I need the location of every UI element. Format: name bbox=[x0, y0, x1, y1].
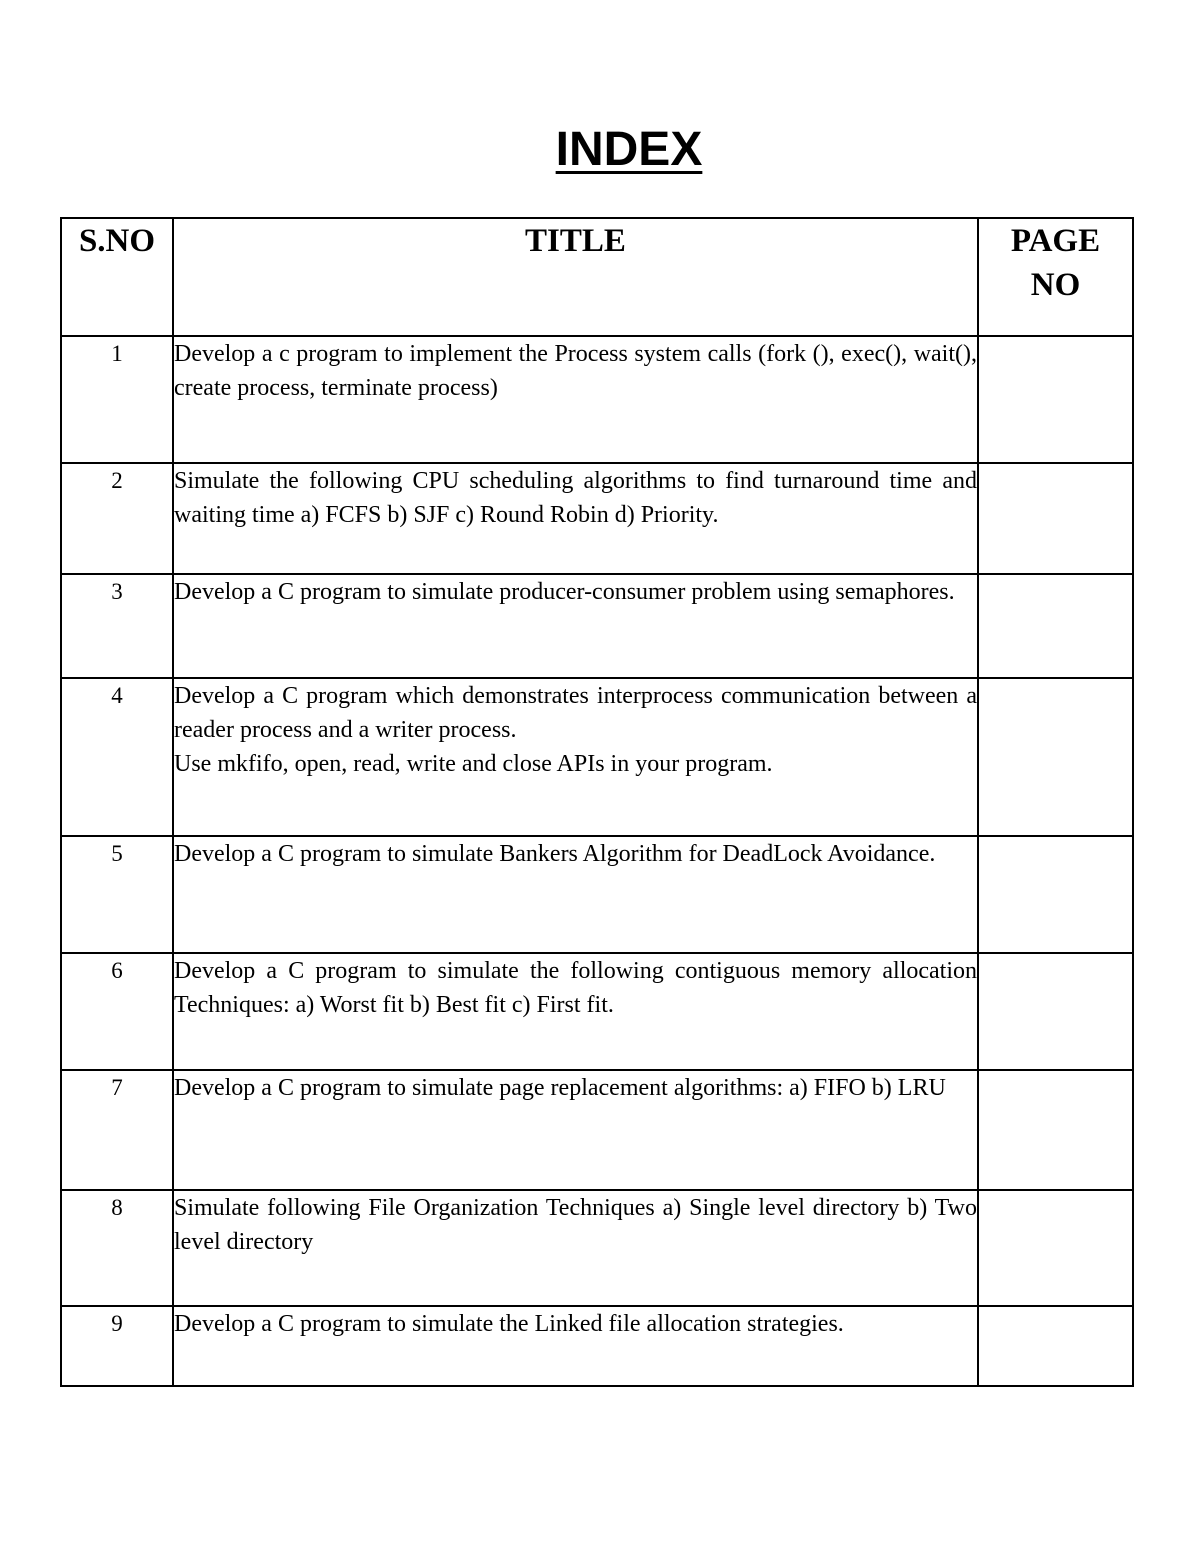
row-page-no bbox=[978, 1306, 1133, 1386]
row-title: Develop a C program to simulate the following contiguous memory allocation Techniques: a) Worst fit b) Best fit c) First fit. bbox=[173, 953, 978, 1070]
row-sno: 9 bbox=[61, 1306, 173, 1386]
table-row bbox=[61, 953, 1133, 1070]
row-sno: 7 bbox=[61, 1070, 173, 1190]
title-column-header: TITLE bbox=[173, 218, 978, 336]
row-title: Simulate following File Organization Techniques a) Single level directory b) Two level directory bbox=[173, 1190, 978, 1306]
row-sno: 8 bbox=[61, 1190, 173, 1306]
row-title-group bbox=[173, 678, 978, 836]
row-page-no bbox=[978, 1070, 1133, 1190]
row-sno: 2 bbox=[61, 463, 173, 574]
row-page-no bbox=[978, 678, 1133, 836]
table-header-row bbox=[61, 218, 1133, 336]
row-page-no bbox=[978, 953, 1133, 1070]
table-row bbox=[61, 463, 1133, 574]
row-page-no bbox=[978, 574, 1133, 678]
table-row bbox=[61, 836, 1133, 953]
row-page-no bbox=[978, 1190, 1133, 1306]
page-no-column-header: PAGE NO bbox=[978, 218, 1133, 336]
row-title: Simulate the following CPU scheduling algorithms to find turnaround time and waiting time a) FCFS b) SJF c) Round Robin d) Priority. bbox=[173, 463, 978, 574]
table-row bbox=[61, 1190, 1133, 1306]
row-sno: 1 bbox=[61, 336, 173, 463]
table-row bbox=[61, 1306, 1133, 1386]
row-title: Develop a C program which demonstrates interprocess communication between a reader process and a writer process. bbox=[174, 683, 977, 743]
sno-column-header: S.NO bbox=[61, 218, 173, 336]
table-row bbox=[61, 336, 1133, 463]
row-sno: 4 bbox=[61, 678, 173, 836]
table-row bbox=[61, 574, 1133, 678]
table-row bbox=[61, 1070, 1133, 1190]
row-title-extra: Use mkfifo, open, read, write and close APIs in your program. bbox=[174, 751, 773, 777]
row-title: Develop a C program to simulate Bankers Algorithm for DeadLock Avoidance. bbox=[173, 836, 978, 953]
page-title bbox=[0, 122, 1200, 178]
row-sno: 5 bbox=[61, 836, 173, 953]
row-page-no bbox=[978, 463, 1133, 574]
row-title: Develop a C program to simulate the Linked file allocation strategies. bbox=[173, 1306, 978, 1386]
index-table bbox=[60, 217, 1134, 1387]
table-row bbox=[61, 678, 1133, 836]
row-title: Develop a C program to simulate page replacement algorithms: a) FIFO b) LRU bbox=[173, 1070, 978, 1190]
row-sno: 3 bbox=[61, 574, 173, 678]
row-title: Develop a c program to implement the Process system calls (fork (), exec(), wait(), create process, terminate process) bbox=[173, 336, 978, 463]
row-title: Develop a C program to simulate producer-consumer problem using semaphores. bbox=[173, 574, 978, 678]
row-sno: 6 bbox=[61, 953, 173, 1070]
row-page-no bbox=[978, 836, 1133, 953]
page-title-text: INDEX bbox=[555, 123, 703, 176]
row-page-no bbox=[978, 336, 1133, 463]
